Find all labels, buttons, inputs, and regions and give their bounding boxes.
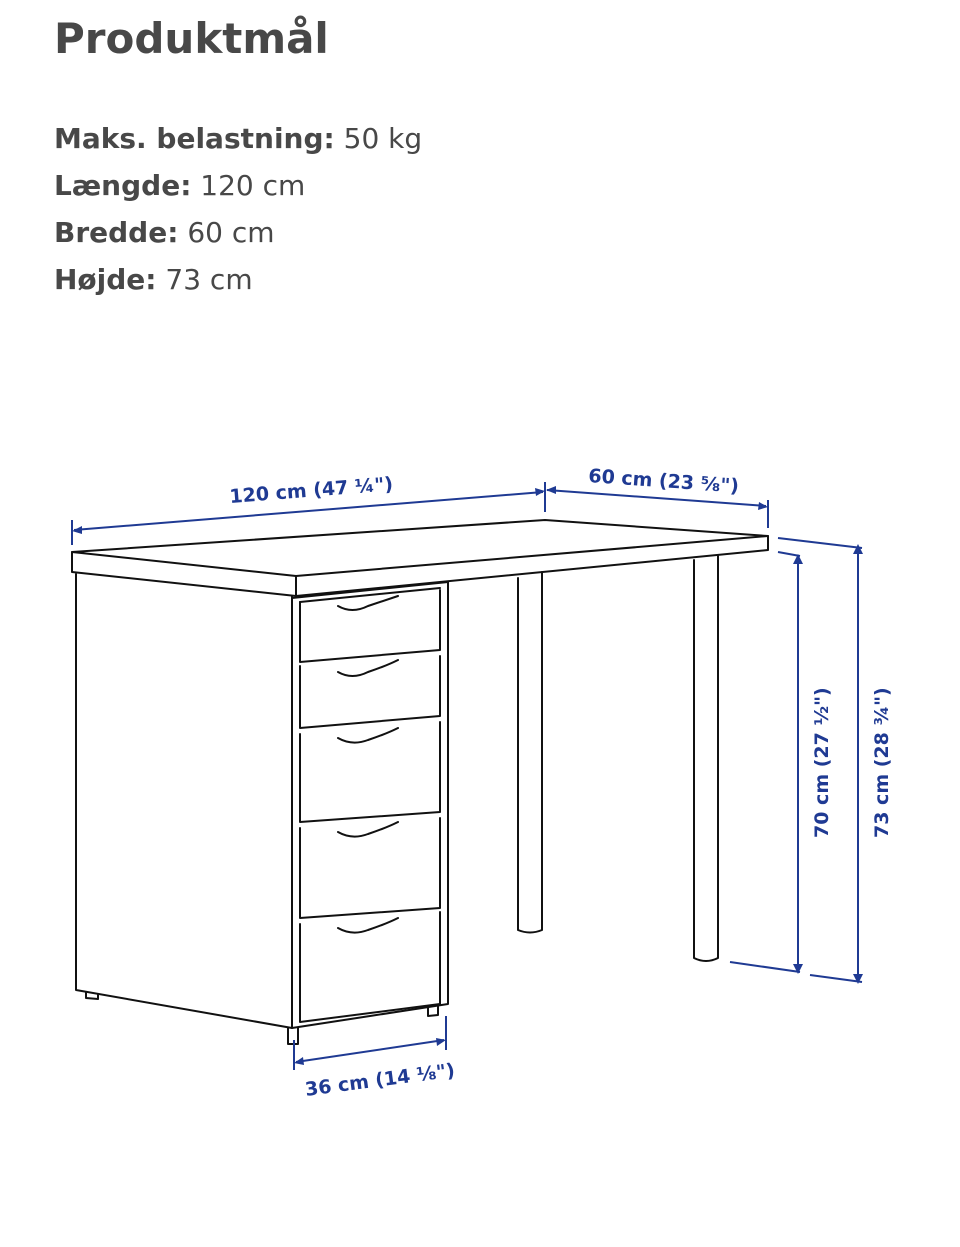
spec-label: Højde: [54, 263, 157, 296]
depth-label: 60 cm (23 ⅝") [587, 465, 740, 498]
dimension-length [72, 473, 545, 545]
desk-illustration [72, 520, 768, 1044]
length-label: 120 cm (47 ¼") [228, 473, 394, 508]
spec-list [54, 115, 422, 303]
spec-width [54, 209, 422, 256]
spec-label: Maks. belastning: [54, 122, 335, 155]
spec-value: 73 cm [165, 263, 253, 296]
dimension-drawer-unit-width [294, 1016, 456, 1101]
total-height-label: 73 cm (28 ¾") [871, 687, 893, 838]
spec-length [54, 162, 422, 209]
drawer-unit-width-label: 36 cm (14 ⅛") [303, 1059, 457, 1101]
spec-label: Bredde: [54, 216, 179, 249]
dimension-depth [546, 465, 768, 528]
page-title: Produktmål [54, 14, 329, 63]
spec-value: 60 cm [187, 216, 275, 249]
leg-height-label: 70 cm (27 ½") [811, 687, 833, 838]
spec-height [54, 256, 422, 303]
spec-value: 120 cm [200, 169, 306, 202]
desk-dimension-drawing [0, 440, 960, 1120]
dimension-total-height [778, 538, 893, 984]
spec-value: 50 kg [343, 122, 423, 155]
spec-label: Længde: [54, 169, 192, 202]
spec-max-load [54, 115, 422, 162]
dimension-leg-height [730, 552, 833, 974]
